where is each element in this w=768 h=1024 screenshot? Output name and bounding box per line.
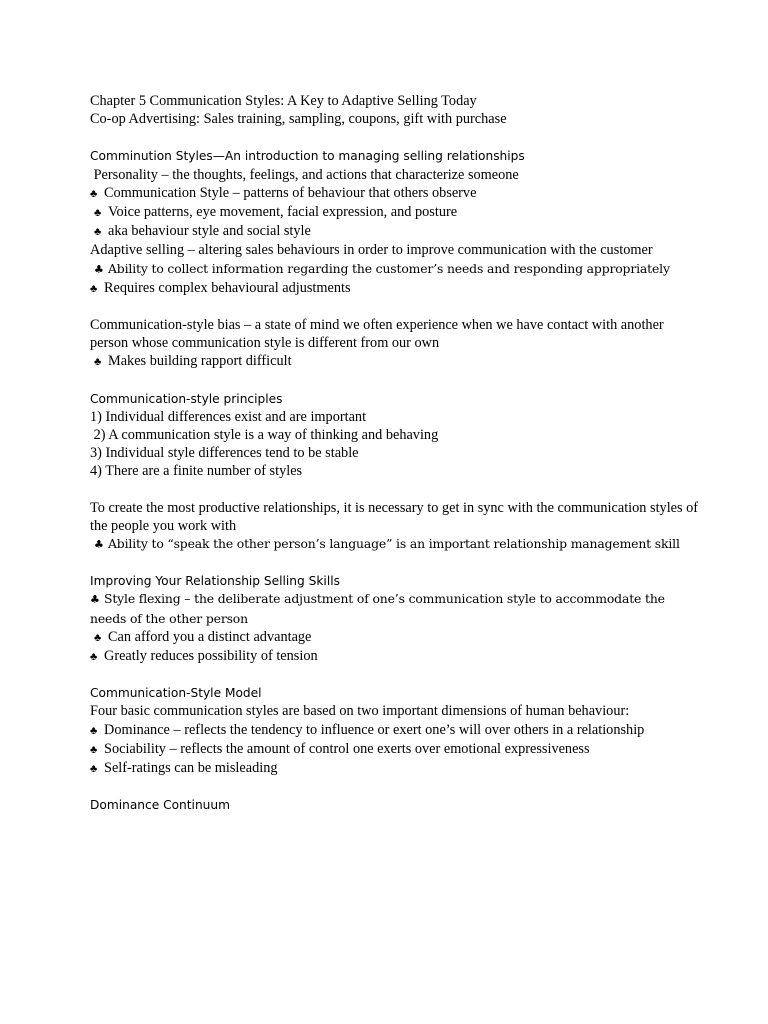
principle-item: 3) Individual style differences tend to be stable [90,445,359,462]
section-heading: Dominance Continuum [90,798,230,813]
bullet-item: ♣ Can afford you a distinct advantage [90,628,700,647]
club-bullet-icon: ♣ [90,593,100,607]
bullet-item: ♣ Greatly reduces possibility of tension [90,647,700,666]
club-bullet-icon: ♣ [90,651,98,664]
text-line: Four basic communication styles are based on two important dimensions of human behaviour: [90,703,630,720]
section-heading: Communication-Style Model [90,686,262,701]
bullet-item: ♣ Sociability – reflects the amount of control one exerts over emotional expressiveness [90,740,700,759]
club-bullet-icon: ♣ [90,282,98,295]
principle-item: 1) Individual differences exist and are important [90,408,367,425]
bullet-item: ♣ Style flexing – the deliberate adjustment of one’s communication style to accommodate the needs of the other person [90,591,665,626]
bullet-item: ♣ Requires complex behavioural adjustments [90,279,700,298]
bullet-item: ♣ Self-ratings can be misleading [90,759,700,778]
section-heading: Communication-style principles [90,391,283,406]
club-bullet-icon: ♣ [94,226,102,239]
bullet-item: ♣ Dominance – reflects the tendency to influence or exert one’s will over others in a relationship [90,721,700,740]
chapter-subtitle: Co-op Advertising: Sales training, sampling, coupons, gift with purchase [90,111,507,128]
bullet-item: ♣ Ability to collect information regarding the customer’s needs and responding appropriately [90,260,700,279]
paragraph: Adaptive selling – altering sales behaviours in order to improve communication with the customer [90,242,653,259]
club-bullet-icon: ♣ [94,631,102,644]
club-bullet-icon: ♣ [90,187,98,200]
document-body [90,92,700,815]
bullet-item: ♣ Makes building rapport difficult [90,352,700,371]
club-bullet-icon: ♣ [94,207,102,220]
bullet-item: ♣ Voice patterns, eye movement, facial expression, and posture [90,203,700,222]
bullet-item: ♣ Ability to “speak the other person’s language” is an important relationship management skill [90,535,700,554]
bullet-item: ♣ Communication Style – patterns of behaviour that others observe [90,184,700,203]
principle-item: 2) A communication style is a way of thinking and behaving [90,427,439,444]
paragraph: To create the most productive relationships, it is necessary to get in sync with the communication styles of the people you work with [90,499,699,534]
club-bullet-icon: ♣ [94,538,104,552]
club-bullet-icon: ♣ [90,743,98,756]
text-line: Personality – the thoughts, feelings, and actions that characterize someone [90,166,519,183]
principle-item: 4) There are a finite number of styles [90,463,303,480]
club-bullet-icon: ♣ [90,763,98,776]
club-bullet-icon: ♣ [94,262,104,276]
club-bullet-icon: ♣ [90,724,98,737]
paragraph: Communication-style bias – a state of mind we often experience when we have contact with another person whose communication style is different from our own [90,317,664,352]
section-heading: Comminution Styles—An introduction to managing selling relationships [90,149,525,164]
bullet-item: ♣ aka behaviour style and social style [90,222,700,241]
chapter-title: Chapter 5 Communication Styles: A Key to Adaptive Selling Today [90,93,477,109]
section-heading: Improving Your Relationship Selling Skills [90,574,340,589]
club-bullet-icon: ♣ [94,356,102,369]
